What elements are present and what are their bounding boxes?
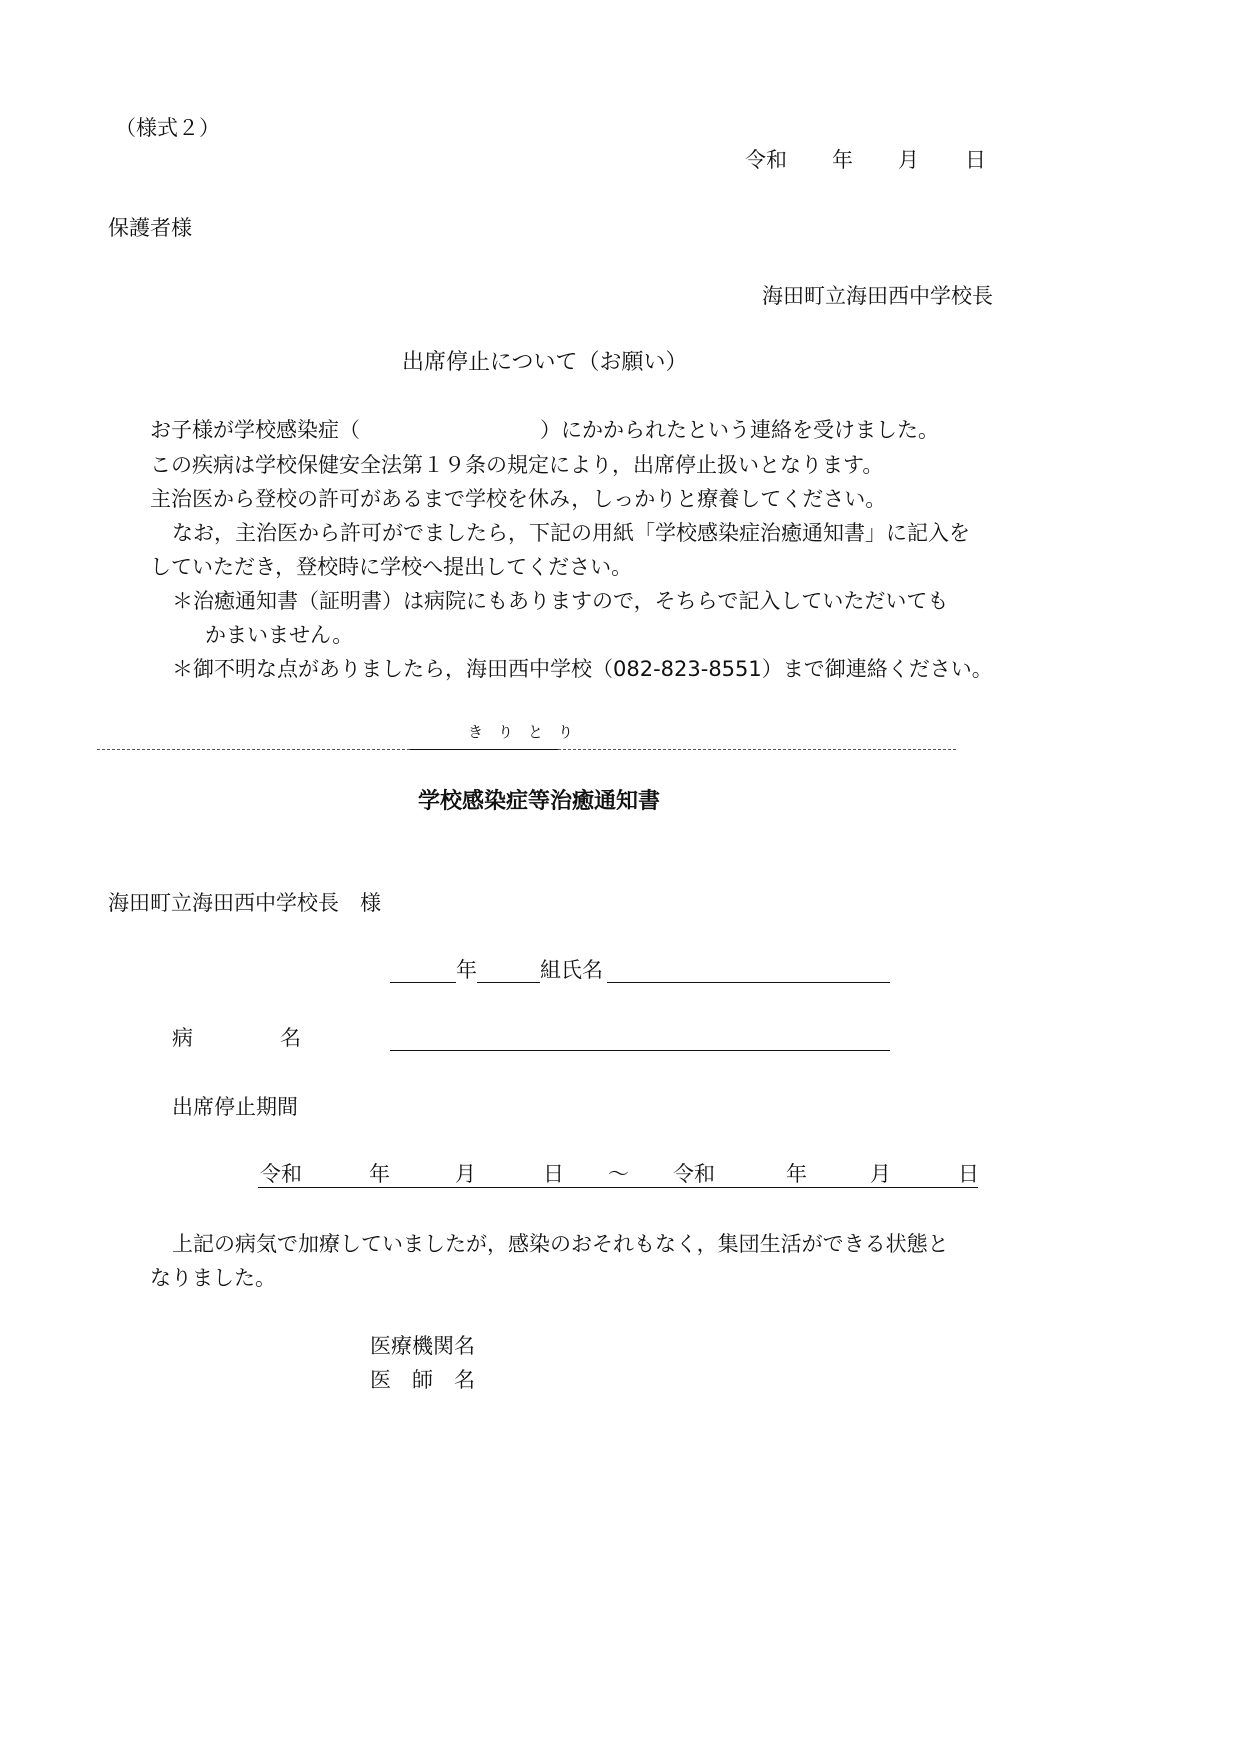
- form-label: （様式２）: [115, 116, 220, 140]
- period-underline: [258, 1187, 978, 1188]
- class-blank[interactable]: [477, 982, 540, 983]
- date-day-unit: 日: [965, 148, 986, 172]
- notice-note-2: ＊御不明な点がありましたら，海田西中学校（082-823-8551）まで御連絡ください。: [172, 657, 993, 681]
- period-tilde: ～: [608, 1162, 629, 1186]
- institution-label: 医療機関名: [370, 1334, 475, 1358]
- grade-blank[interactable]: [390, 982, 456, 983]
- notice-note-1a: ＊治癒通知書（証明書）は病院にもありますので，そちらで記入していただいても: [172, 589, 949, 613]
- notice-line-1-pre: お子様が学校感染症（: [150, 418, 360, 442]
- period-label: 出席停止期間: [172, 1095, 298, 1119]
- period-start-year: 年: [369, 1162, 390, 1186]
- certificate-addressee: 海田町立海田西中学校長 様: [108, 891, 381, 915]
- period-start-era: 令和: [260, 1162, 302, 1186]
- date-year-unit: 年: [832, 148, 853, 172]
- notice-title: 出席停止について（お願い）: [402, 350, 688, 375]
- statement-line-1: 上記の病気で加療していましたが，感染のおそれもなく，集団生活ができる状態と: [172, 1232, 949, 1256]
- notice-line-2: この疾病は学校保健安全法第１９条の規定により，出席停止扱いとなります。: [150, 453, 884, 477]
- disease-label-2: 名: [280, 1026, 301, 1050]
- notice-line-4: なお，主治医から許可がでましたら，下記の用紙「学校感染症治癒通知書」に記入を: [172, 521, 970, 545]
- name-blank[interactable]: [607, 982, 890, 983]
- cut-line-center: [410, 749, 558, 750]
- period-end-era: 令和: [673, 1162, 715, 1186]
- grade-unit: 年: [456, 958, 477, 982]
- period-end-day: 日: [958, 1162, 979, 1186]
- cut-line-left: [97, 749, 410, 750]
- sender: 海田町立海田西中学校長: [762, 284, 993, 308]
- statement-line-2: なりました。: [150, 1266, 276, 1290]
- date-month-unit: 月: [898, 148, 919, 172]
- disease-blank[interactable]: [390, 1050, 890, 1051]
- doctor-label: 医 師 名: [370, 1368, 475, 1392]
- date-era: 令和: [745, 148, 787, 172]
- class-name-label: 組氏名: [540, 958, 603, 982]
- notice-note-1b: かまいません。: [205, 623, 354, 647]
- cut-label: き り と り: [468, 723, 574, 741]
- period-end-month: 月: [870, 1162, 891, 1186]
- certificate-title: 学校感染症等治癒通知書: [418, 789, 661, 814]
- notice-line-1-post: ）にかかられたという連絡を受けました。: [540, 418, 939, 442]
- period-start-day: 日: [543, 1162, 564, 1186]
- notice-line-3: 主治医から登校の許可があるまで学校を休み，しっかりと療養してください。: [150, 487, 887, 511]
- notice-line-5: していただき，登校時に学校へ提出してください。: [150, 555, 633, 579]
- recipient: 保護者様: [108, 216, 192, 240]
- period-end-year: 年: [786, 1162, 807, 1186]
- cut-line-right: [558, 749, 956, 750]
- period-start-month: 月: [455, 1162, 476, 1186]
- disease-label-1: 病: [172, 1026, 193, 1050]
